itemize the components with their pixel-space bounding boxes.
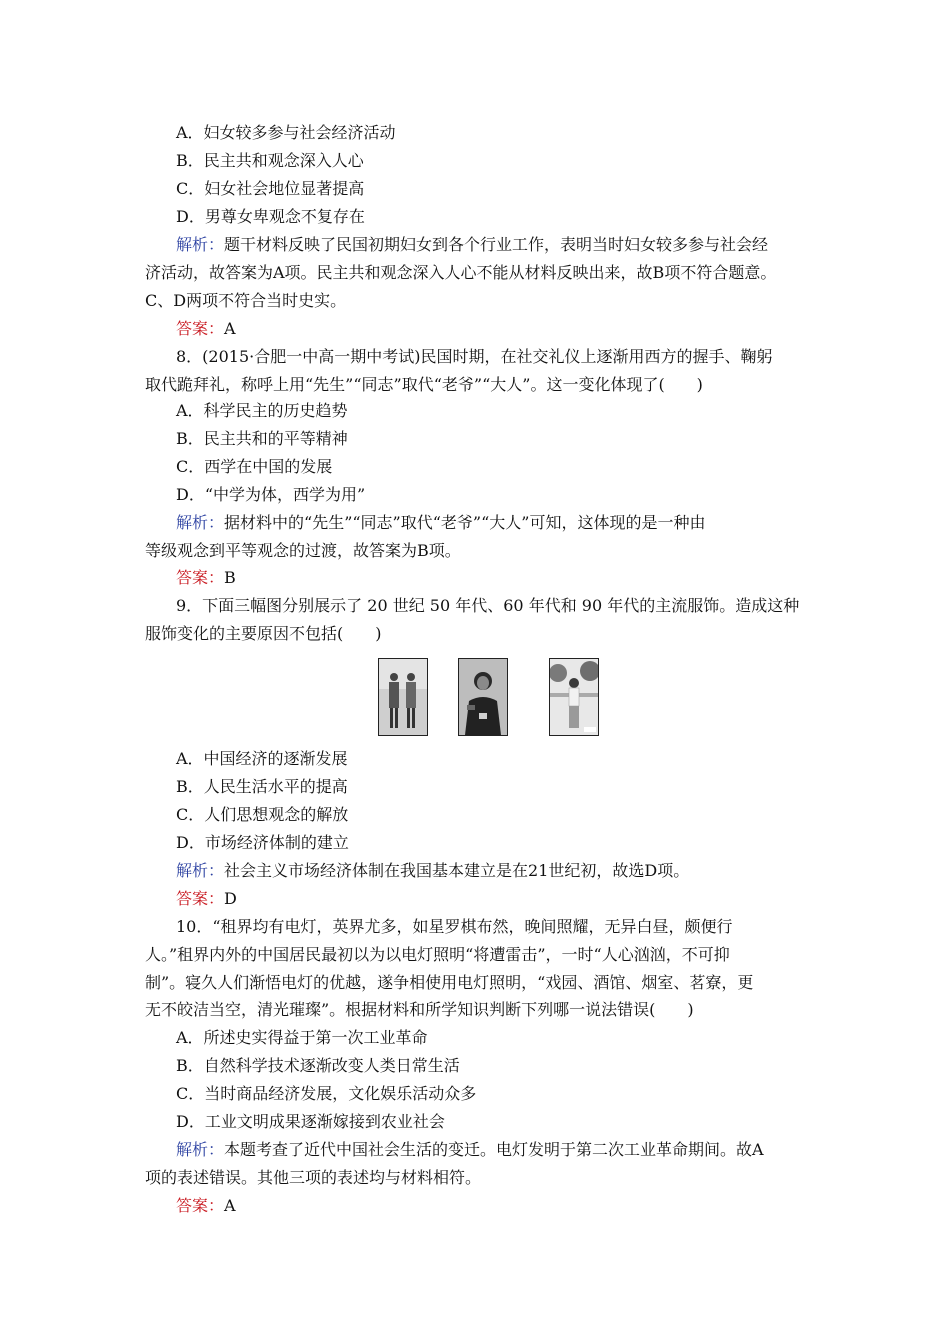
q8-option-b: B．民主共和的平等精神	[176, 429, 348, 448]
answer-value: A	[224, 1196, 236, 1215]
q8-option-c: C．西学在中国的发展	[176, 457, 333, 476]
analysis-label: 解析：	[176, 235, 225, 254]
q10-stem-line2: 人。”租界内外的中国居民最初以为以电灯照明“将遭雷击”，一时“人心汹汹，不可抑	[145, 945, 730, 964]
q10-stem-line1: 10．“租界均有电灯，英界尤多，如星罗棋布然，晚间照耀，无异白昼，颇便行	[176, 917, 733, 936]
q10-stem-line3: 制”。寝久人们渐悟电灯的优越，遂争相使用电灯照明，“戏园、酒馆、烟室、茗寮，更	[145, 973, 754, 992]
analysis-label: 解析：	[176, 513, 225, 532]
photo-1960s-clothing	[458, 658, 508, 736]
photo-1990s-clothing	[549, 658, 599, 736]
q9-option-a: A．中国经济的逐渐发展	[176, 749, 348, 768]
q8-option-d: D．“中学为体，西学为用”	[176, 485, 366, 504]
q10-stem-line4: 无不皎洁当空，清光璀璨”。根据材料和所学知识判断下列哪一说法错误( )	[145, 1000, 694, 1019]
q8-stem-line2: 取代跪拜礼，称呼上用“先生”“同志”取代“老爷”“大人”。这一变化体现了( )	[145, 375, 703, 394]
analysis-text: 本题考查了近代中国社会生活的变迁。电灯发明于第二次工业革命期间。故A	[224, 1140, 764, 1159]
q10-option-d: D．工业文明成果逐渐嫁接到农业社会	[176, 1112, 445, 1131]
q9-analysis-line1	[176, 861, 856, 881]
analysis-text: 社会主义市场经济体制在我国基本建立是在21世纪初，故选D项。	[224, 861, 690, 880]
q7-option-c: C．妇女社会地位显著提高	[176, 179, 365, 198]
answer-value: B	[224, 568, 236, 587]
q9-option-d: D．市场经济体制的建立	[176, 833, 349, 852]
q7-analysis-line1	[176, 235, 856, 255]
q7-option-a: A．妇女较多参与社会经济活动	[176, 123, 396, 142]
q9-stem-line1: 9．下面三幅图分别展示了 20 世纪 50 年代、60 年代和 90 年代的主流服饰。造成这种	[176, 596, 800, 615]
analysis-label: 解析：	[176, 861, 225, 880]
q7-option-d: D．男尊女卑观念不复存在	[176, 207, 365, 226]
answer-label: 答案：	[176, 568, 225, 587]
q7-analysis-line2: 济活动，故答案为A项。民主共和观念深入人心不能从材料反映出来，故B项不符合题意。	[145, 263, 777, 282]
answer-value: A	[224, 319, 236, 338]
q8-option-a: A．科学民主的历史趋势	[176, 401, 348, 420]
analysis-text: 题干材料反映了民国初期妇女到各个行业工作，表明当时妇女较多参与社会经	[224, 235, 769, 254]
q8-answer	[176, 568, 856, 588]
q10-analysis-line2: 项的表述错误。其他三项的表述均与材料相符。	[145, 1168, 482, 1187]
q10-analysis-line1	[176, 1140, 856, 1160]
answer-label: 答案：	[176, 1196, 225, 1215]
q7-answer	[176, 319, 856, 339]
q10-answer	[176, 1196, 856, 1216]
q9-option-b: B．人民生活水平的提高	[176, 777, 348, 796]
analysis-label: 解析：	[176, 1140, 225, 1159]
photo-1950s-clothing	[378, 658, 428, 736]
q7-analysis-line3: C、D两项不符合当时史实。	[145, 291, 347, 310]
q10-option-b: B．自然科学技术逐渐改变人类日常生活	[176, 1056, 460, 1075]
answer-value: D	[224, 889, 237, 908]
answer-label: 答案：	[176, 889, 225, 908]
q9-option-c: C．人们思想观念的解放	[176, 805, 349, 824]
answer-label: 答案：	[176, 319, 225, 338]
q9-answer	[176, 889, 856, 909]
q8-stem-line1: 8．(2015·合肥一中高一期中考试)民国时期，在社交礼仪上逐渐用西方的握手、鞠躬	[176, 347, 773, 366]
q10-option-a: A．所述史实得益于第一次工业革命	[176, 1028, 428, 1047]
q8-analysis-line1	[176, 513, 856, 533]
q8-analysis-line2: 等级观念到平等观念的过渡，故答案为B项。	[145, 541, 461, 560]
q10-option-c: C．当时商品经济发展，文化娱乐活动众多	[176, 1084, 477, 1103]
q9-stem-line2: 服饰变化的主要原因不包括( )	[145, 624, 382, 643]
q7-option-b: B．民主共和观念深入人心	[176, 151, 364, 170]
analysis-text: 据材料中的“先生”“同志”取代“老爷”“大人”可知，这体现的是一种由	[224, 513, 706, 532]
